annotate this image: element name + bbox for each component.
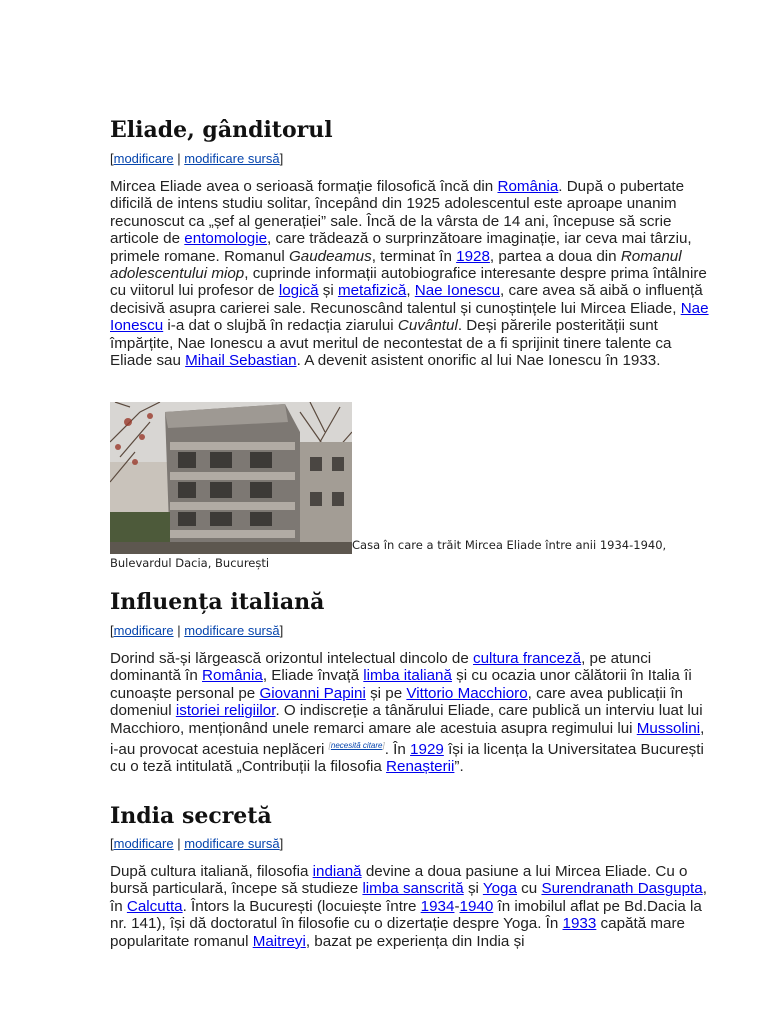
bracket-close: ]: [279, 151, 284, 166]
link-1934[interactable]: 1934: [420, 897, 455, 915]
edit-source-link[interactable]: modificare sursă: [184, 151, 280, 166]
link-mussolini[interactable]: Mussolini: [636, 719, 701, 737]
link-giovanni-papini[interactable]: Giovanni Papini: [259, 684, 366, 702]
separator: |: [177, 151, 181, 166]
section-heading-india-secreta: India secretă: [110, 803, 272, 829]
link-maitreyi[interactable]: Maitreyi: [252, 932, 306, 950]
paragraph: Mircea Eliade avea o serioasă formație filosofică încă din România. După o pubertate dificilă de intens studiu solitar, începând din 1925 adolescentul este aproape unanim recunoscut ca „șef al generației” sale. Încă de la vârsta de 14 ani, începuse să scrie articole de entomologie, care trădează o surprinzătoare imaginație, iar ceva mai târziu, primele romane. Romanul Gaudeamus, terminat în 1928, partea a doua din Romanul adolescentului miop, cuprinde informații autobiografice interesante despre prima întâlnire cu viitorul lui profesor de logică și metafizică, Nae Ionescu, care avea să aibă o influență decisivă asupra carierei sale. Recunoscând talentul și cunoștințele lui Mircea Eliade, Nae Ionescu i-a dat o slujbă în redacția ziarului Cuvântul. Deși părerile posterității sunt împărțite, Nae Ionescu a avut meritul de necontestat de a fi sprijinit tinere talente ca Eliade sau Mihail Sebastian. A devenit asistent onorific al lui Nae Ionescu în 1933.: [110, 178, 709, 370]
bracket-close: ]: [279, 836, 284, 851]
bracket-open: [: [110, 151, 114, 166]
link-limba-sanscrita[interactable]: limba sanscrită: [362, 880, 464, 898]
link-cultura-franceza[interactable]: cultura franceză: [473, 650, 582, 667]
section-heading-influenta-italiana: Influența italiană: [110, 589, 325, 615]
link-surendranath-dasgupta[interactable]: Surendranath Dasgupta: [541, 880, 703, 898]
house-photo: [110, 402, 352, 554]
link-1929[interactable]: 1929: [410, 741, 444, 759]
link-1928[interactable]: 1928: [456, 247, 490, 265]
edit-link[interactable]: modificare: [113, 151, 174, 166]
link-renasterii[interactable]: Renașterii: [386, 758, 455, 776]
link-romania[interactable]: România: [497, 178, 559, 195]
section-heading-eliade-ganditorul: Eliade, gânditorul: [110, 117, 333, 143]
link-limba-italiana[interactable]: limba italiană: [363, 667, 452, 685]
edit-link[interactable]: modificare: [113, 836, 174, 851]
separator: |: [177, 623, 181, 638]
link-1933[interactable]: 1933: [562, 915, 597, 933]
link-romania[interactable]: România: [202, 667, 263, 685]
section-edit-links: [110, 151, 283, 167]
bracket-open: [: [110, 836, 114, 851]
link-calcutta[interactable]: Calcutta: [126, 897, 183, 915]
citation-needed: [necesită citare]: [328, 741, 385, 751]
link-nae-ionescu[interactable]: Nae Ionescu: [414, 282, 501, 300]
bracket-close: ]: [279, 623, 284, 638]
figure-caption: Casa în care a trăit Mircea Eliade între anii 1934-1940, Bulevardul Dacia, București: [110, 538, 667, 570]
edit-link[interactable]: modificare: [113, 623, 174, 638]
link-metafizica[interactable]: metafizică: [337, 282, 407, 300]
link-1940[interactable]: 1940: [459, 897, 494, 915]
link-vittorio-macchioro[interactable]: Vittorio Macchioro: [406, 684, 528, 702]
paragraph: După cultura italiană, filosofia indiană devine a doua pasiune a lui Mircea Eliade. Cu o bursă particulară, începe să studieze limba sanscrită și Yoga cu Surendranath Dasgupta, în Calcutta. Întors la București (locuiește între 1934-1940 în imobilul aflat pe Bd.Dacia la nr. 141), își dă doctoratul în filosofie cu o dizertație despre Yoga. În 1933 capătă mare popularitate romanul Maitreyi, bazat pe experiența din India și: [110, 863, 707, 950]
link-istoriei-religiilor[interactable]: istoriei religiilor: [175, 702, 276, 720]
link-entomologie[interactable]: entomologie: [184, 230, 268, 248]
link-nae-ionescu-2[interactable]: Nae Ionescu: [110, 299, 709, 335]
link-mihail-sebastian[interactable]: Mihail Sebastian: [185, 352, 297, 370]
section-edit-links: [110, 836, 283, 852]
edit-source-link[interactable]: modificare sursă: [184, 836, 280, 851]
link-indiana[interactable]: indiană: [312, 863, 362, 880]
section-edit-links: [110, 623, 283, 639]
bracket-open: [: [110, 623, 114, 638]
separator: |: [177, 836, 181, 851]
figure: [110, 402, 714, 572]
paragraph: Dorind să-și lărgească orizontul intelectual dincolo de cultura franceză, pe atunci dominantă în România, Eliade învață limba italiană și cu ocazia unor călătorii în Italia îi cunoaște personal pe Giovanni Papini și pe Vittorio Macchioro, care avea publicații în domeniul istoriei religiilor. O indiscreție a tânărului Eliade, care publică un interviu luat lui Macchioro, menționând unele remarci amare ale acestuia asupra regimului lui Mussolini, i-au provocat acestuia neplăceri [necesită citare]. În 1929 își ia licența la Universitatea București cu o teză intitulată „Contribuții la filosofia Renașterii”.: [110, 650, 705, 776]
edit-source-link[interactable]: modificare sursă: [184, 623, 280, 638]
link-logica[interactable]: logică: [278, 282, 319, 300]
citation-needed-link[interactable]: necesită citare: [330, 741, 383, 751]
link-yoga[interactable]: Yoga: [482, 880, 517, 898]
